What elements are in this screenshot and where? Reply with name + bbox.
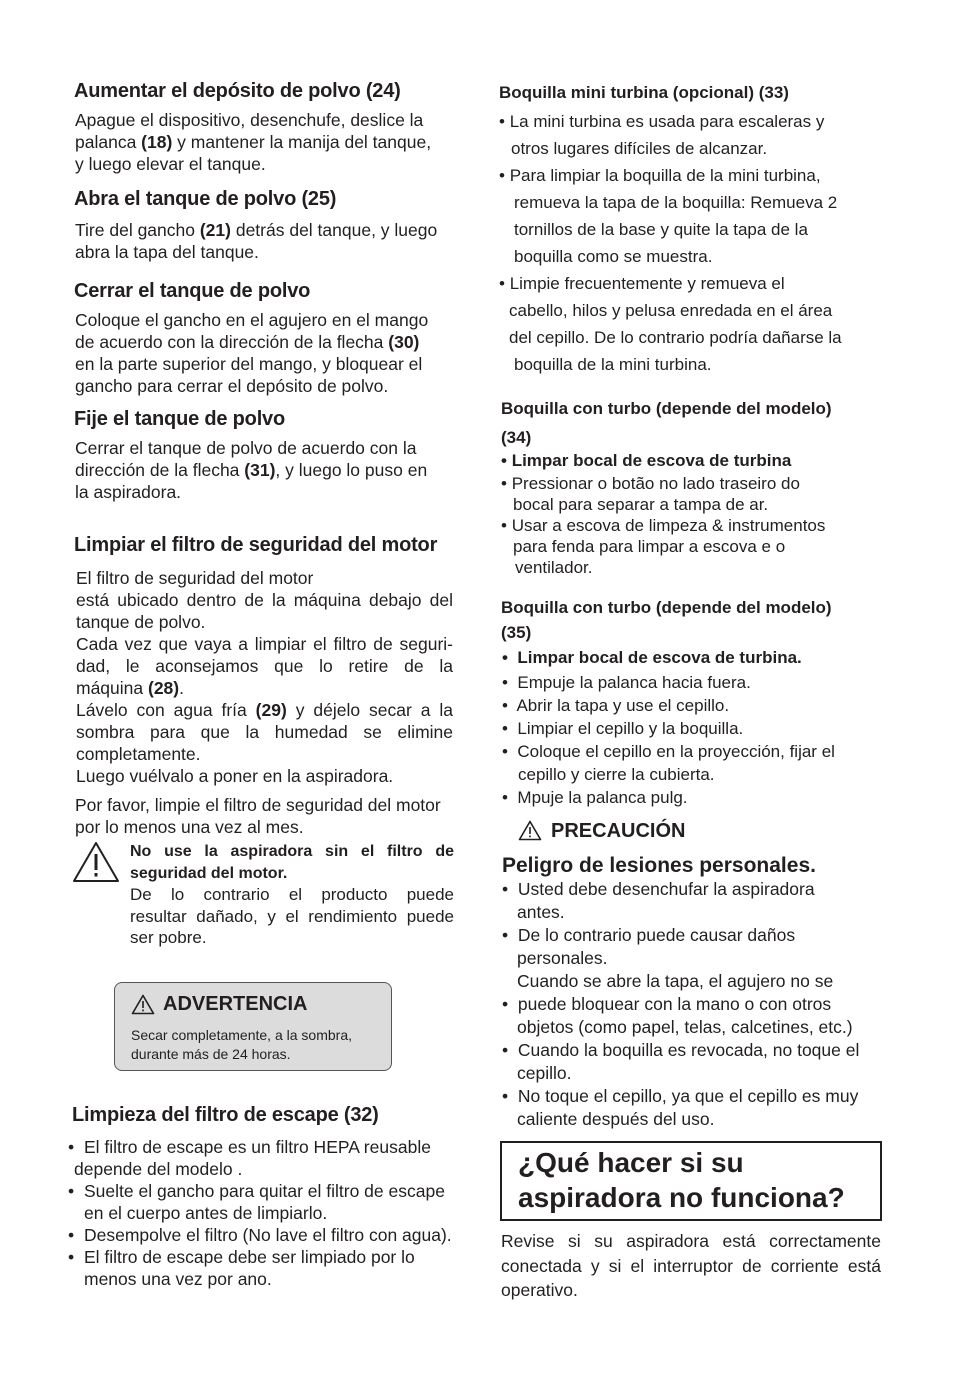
list-item: • Usted debe desenchufar la aspiradora xyxy=(502,879,815,899)
list-item: • Pressionar o botão no lado traseiro do xyxy=(501,474,800,493)
heading-turbo-35: Boquilla con turbo (depende del modelo) (35) xyxy=(501,598,832,642)
list-item: • Desempolve el filtro (No lave el filtro con agua). xyxy=(68,1225,452,1245)
list-item: • Suelte el gancho para quitar el filtro de escape xyxy=(68,1181,445,1201)
para-close-tank: Coloque el gancho en el agujero en el mango de acuerdo con la dirección de la flecha (30) en la parte superior del mango, y bloquear el gancho para cerrar el depósito de polvo. xyxy=(75,310,429,396)
warning-box xyxy=(114,982,392,1071)
para-open-tank: Tire del gancho (21) detrás del tanque, y luego abra la tapa del tanque. xyxy=(75,220,438,262)
caution-note: No use la aspiradora sin el filtro de seguridad del motor. De lo contrario el producto puede resultar dañado, y el rendimiento puede ser pobre. xyxy=(130,843,454,947)
heading-exhaust-filter: Limpieza del filtro de escape (32) xyxy=(72,1104,379,1126)
list-turbo-34: • Limpar bocal de escova de turbina • Pressionar o botão no lado traseiro do bocal para separar a tampa de ar. • Usar a escova de limpeza & instrumentos para fenda para limpar a escova e o ventilador. xyxy=(501,450,891,578)
heading-close-tank: Cerrar el tanque de polvo xyxy=(74,280,311,302)
para-empty-tank: Apague el dispositivo, desenchufe, deslice la palanca (18) y mantener la manija del tanque, y luego elevar el tanque. xyxy=(75,110,432,174)
para-troubleshooting: Revise si su aspiradora está correctamente conectada y si el interruptor de corriente está operativo. xyxy=(501,1231,881,1300)
list-item: • puede bloquear con la mano o con otros xyxy=(502,994,832,1014)
list-item: • El filtro de escape debe ser limpiado por lo xyxy=(68,1247,415,1267)
list-item: • No toque el cepillo, ya que el cepillo es muy xyxy=(502,1086,859,1106)
para-motor-filter: El filtro de seguridad del motor está ubicado dentro de la máquina debajo del tanque de polvo. Cada vez que vaya a limpiar el filtro de seguri- dad, le aconsejamos que lo retire de la máquina (28). Lávelo con agua fría (29) y déjelo secar a la sombra para que la humedad se elimine completamente. Luego vuélvalo a poner en la aspiradora. xyxy=(76,568,453,786)
para-fix-tank: Cerrar el tanque de polvo de acuerdo con la dirección de la flecha (31), y luego lo puso en la aspiradora. xyxy=(75,438,428,502)
heading-fix-tank: Fije el tanque de polvo xyxy=(74,408,285,430)
list-precaution: • Usted debe desenchufar la aspiradora antes. • De lo contrario puede causar daños personales. Cuando se abre la tapa, el agujero no se • puede bloquear con la mano o con otros objetos (como papel, telas, calcetines, etc.) • Cuando la boquilla es revocada, no toque el cepillo. • No toque el cepillo, ya que el cepillo es muy caliente después del uso. xyxy=(502,878,897,1131)
list-exhaust-filter: • El filtro de escape es un filtro HEPA reusable depende del modelo . • Suelte el gancho para quitar el filtro de escape en el cuerpo antes de limpiarlo. • Desempolve el filtro (No lave el filtro con agua). • El filtro de escape debe ser limpiado por lo menos una vez por ano. xyxy=(68,1136,458,1290)
list-item: • Abrir la tapa y use el cepillo. xyxy=(502,696,730,715)
list-item: • Coloque el cepillo en la proyección, fijar el xyxy=(502,742,835,761)
troubleshooting-title: ¿Qué hacer si su aspiradora no funciona? xyxy=(518,1147,845,1213)
warning-title: ADVERTENCIA xyxy=(163,993,308,1015)
list-item: • Para limpiar la boquilla de la mini turbina, xyxy=(499,166,821,185)
list-item: • Empuje la palanca hacia fuera. xyxy=(502,673,751,692)
precaution-subtitle: Peligro de lesiones personales. xyxy=(502,854,816,877)
warning-text: Secar completamente, a la sombra, durante más de 24 horas. xyxy=(131,1027,352,1062)
heading-empty-tank: Aumentar el depósito de polvo (24) xyxy=(74,80,401,102)
heading-open-tank: Abra el tanque de polvo (25) xyxy=(74,188,337,210)
list-item: • Usar a escova de limpeza & instrumentos xyxy=(501,516,826,535)
list-item: • La mini turbina es usada para escaleras y xyxy=(499,112,825,131)
precaution-triangle-icon xyxy=(518,820,542,841)
list-item: • Limpiar el cepillo y la boquilla. xyxy=(502,719,744,738)
list-item: • Cuando la boquilla es revocada, no toque el xyxy=(502,1040,860,1060)
list-mini-turbine: • La mini turbina es usada para escaleras y otros lugares difíciles de alcanzar. • Para limpiar la boquilla de la mini turbina, remueva la tapa de la boquilla: Remueva 2 tornillos de la base y quite la tapa de la boquilla como se muestra. • Limpie frecuentemente y remueva el cabello, hilos y pelusa enredada en el área del cepillo. De lo contrario podría dañarse la boquilla de la mini turbina. xyxy=(499,108,889,378)
heading-motor-filter: Limpiar el filtro de seguridad del motor xyxy=(74,534,438,556)
troubleshooting-title-box xyxy=(500,1141,882,1221)
heading-turbo-34: Boquilla con turbo (depende del modelo) (34) xyxy=(501,399,832,447)
list-item: • El filtro de escape es un filtro HEPA reusable xyxy=(68,1137,431,1157)
list-item: • Mpuje la palanca pulg. xyxy=(502,788,688,807)
para-motor-filter-monthly: Por favor, limpie el filtro de seguridad del motor por lo menos una vez al mes. xyxy=(75,795,441,837)
list-item: • Limpie frecuentemente y remueva el xyxy=(499,274,785,293)
precaution-title: PRECAUCIÓN xyxy=(551,820,686,842)
warning-triangle-icon xyxy=(131,994,155,1015)
heading-mini-turbine: Boquilla mini turbina (opcional) (33) xyxy=(499,83,789,102)
caution-triangle-icon xyxy=(71,840,121,884)
list-item: • De lo contrario puede causar daños xyxy=(502,925,796,945)
list-turbo-35: • Limpar bocal de escova de turbina. • Empuje la palanca hacia fuera. • Abrir la tapa y use el cepillo. • Limpiar el cepillo y la boquilla. • Coloque el cepillo en la proyección, fijar el cepillo y cierre la cubierta. • Mpuje la palanca pulg. xyxy=(502,646,892,809)
